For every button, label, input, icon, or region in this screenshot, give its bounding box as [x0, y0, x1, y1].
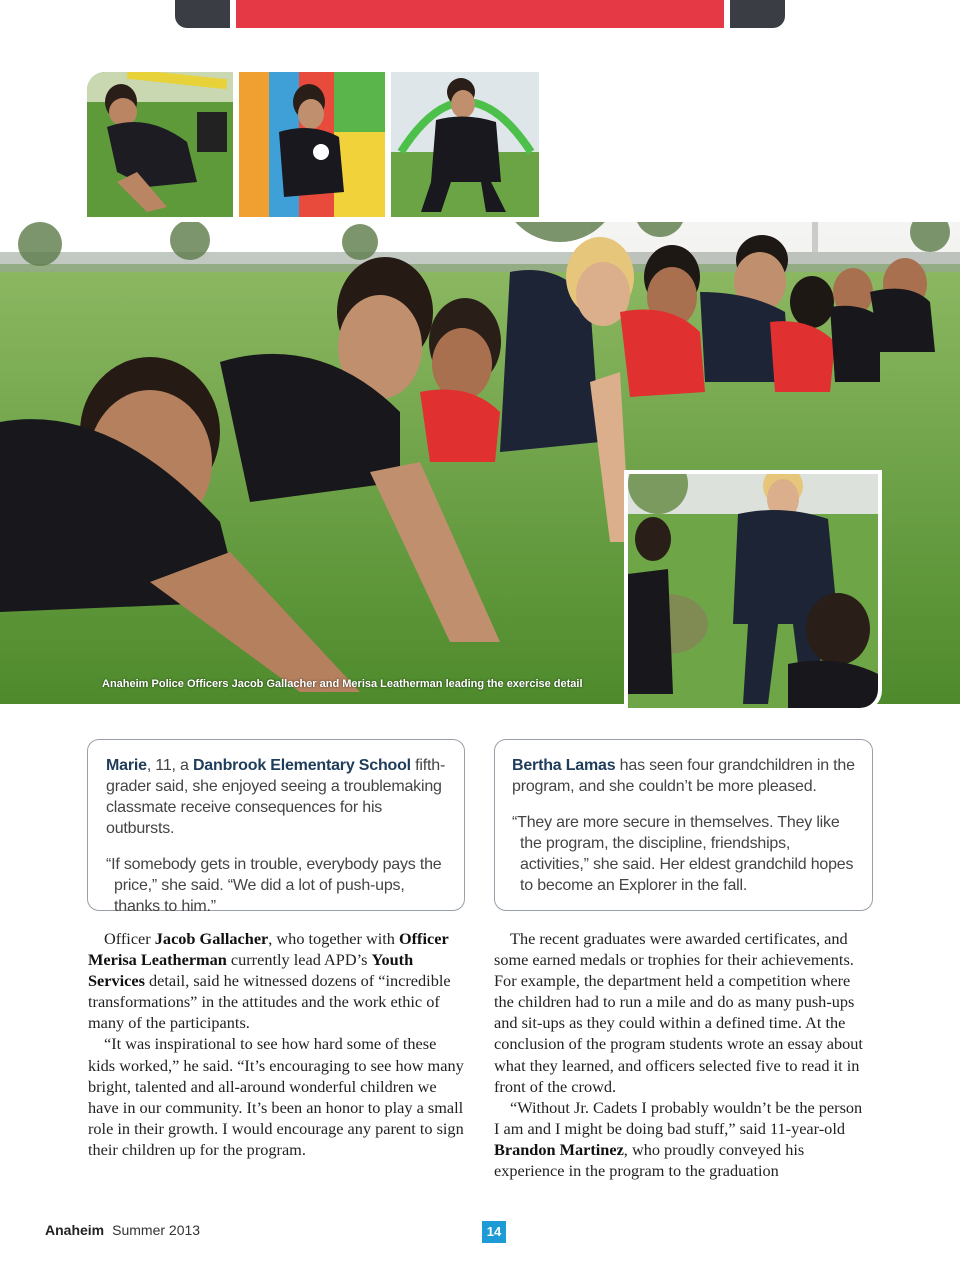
header-tab-left: [175, 0, 230, 28]
text-run: “Without Jr. Cadets I probably wouldn’t be the person I am and I might be doing bad stuff,” said 11-year-old: [494, 1097, 863, 1138]
text-run: currently lead APD’s: [226, 950, 372, 970]
quote-text: “If somebody gets in trouble, everybody pays the price,” she said. “We did a lot of push-ups, thanks to him.”: [106, 856, 442, 915]
quote-box-bertha: [494, 739, 873, 911]
name-merisa-leatherman: Officer Merisa Leatherman: [88, 929, 449, 970]
article-paragraph: [494, 1097, 870, 1181]
article-column-right: [494, 928, 870, 1181]
quote-intro: [106, 755, 450, 839]
youth-services: Youth Services: [88, 950, 414, 991]
page-number: 14: [482, 1221, 506, 1243]
header-bar: [236, 0, 724, 28]
quote-intro: [512, 755, 858, 797]
quote-box-marie: [87, 739, 465, 915]
name-brandon-martinez: Brandon Martinez: [494, 1139, 624, 1159]
quote-school-name: Danbrook Elementary School: [192, 757, 411, 774]
quote-age: , 11, a: [146, 757, 193, 774]
quote-person-name: Bertha Lamas: [512, 757, 616, 774]
quote-intro-text: fifth-grader said, she enjoyed seeing a troublemaking classmate receive consequences for his outbursts.: [106, 757, 446, 837]
name-jacob-gallacher: Jacob Gallacher: [154, 929, 269, 948]
footer-issue: Summer 2013: [112, 1222, 201, 1238]
quote-text: “They are more secure in themselves. They like the program, the discipline, friendships, activities,” she said. Her eldest grandchild hopes to become an Explorer in the fall.: [512, 814, 854, 894]
header-tab-right: [730, 0, 785, 28]
footer: [45, 1222, 200, 1238]
photo-officer-with-kids: [624, 470, 882, 712]
photo-girl-hoop: [391, 72, 539, 217]
article-paragraph: The recent graduates were awarded certificates, and some earned medals or trophies for their achievements. For example, the department held a competition where the children had to run a mile and do as many push-ups and sit-ups as they could within a defined time. At the conclusion of the program students wrote an essay about what they learned, and officers selected five to read it in front of the crowd.: [494, 929, 863, 1096]
article-paragraph: [88, 928, 464, 1033]
photo-caption: Anaheim Police Officers Jacob Gallacher and Merisa Leatherman leading the exercise detail: [102, 678, 583, 690]
photo-boy-crawling: [87, 72, 233, 217]
text-run: Officer: [104, 929, 155, 948]
photo-girl-bounce-house: [239, 72, 385, 217]
text-run: , who together with: [268, 929, 399, 948]
quote-person-name: Marie: [106, 757, 147, 774]
footer-magazine-name: Anaheim: [45, 1222, 105, 1238]
article-column-left: [88, 928, 464, 1160]
quote-intro-text: has seen four grandchildren in the program, and she couldn’t be more pleased.: [512, 757, 855, 795]
text-run: detail, said he witnessed dozens of “incredible transformations” in the attitudes and the work ethic of many of the participants.: [88, 971, 451, 1033]
text-run: , who proudly conveyed his experience in the program to the graduation: [494, 1139, 805, 1181]
article-paragraph: “It was inspirational to see how hard some of these kids worked,” he said. “It’s encouraging to see how many bright, talented and all-around wonderful children we have in our community. It’s been an honor to play a small role in their growth. I would encourage any parent to sign their children up for the program.: [88, 1034, 464, 1159]
